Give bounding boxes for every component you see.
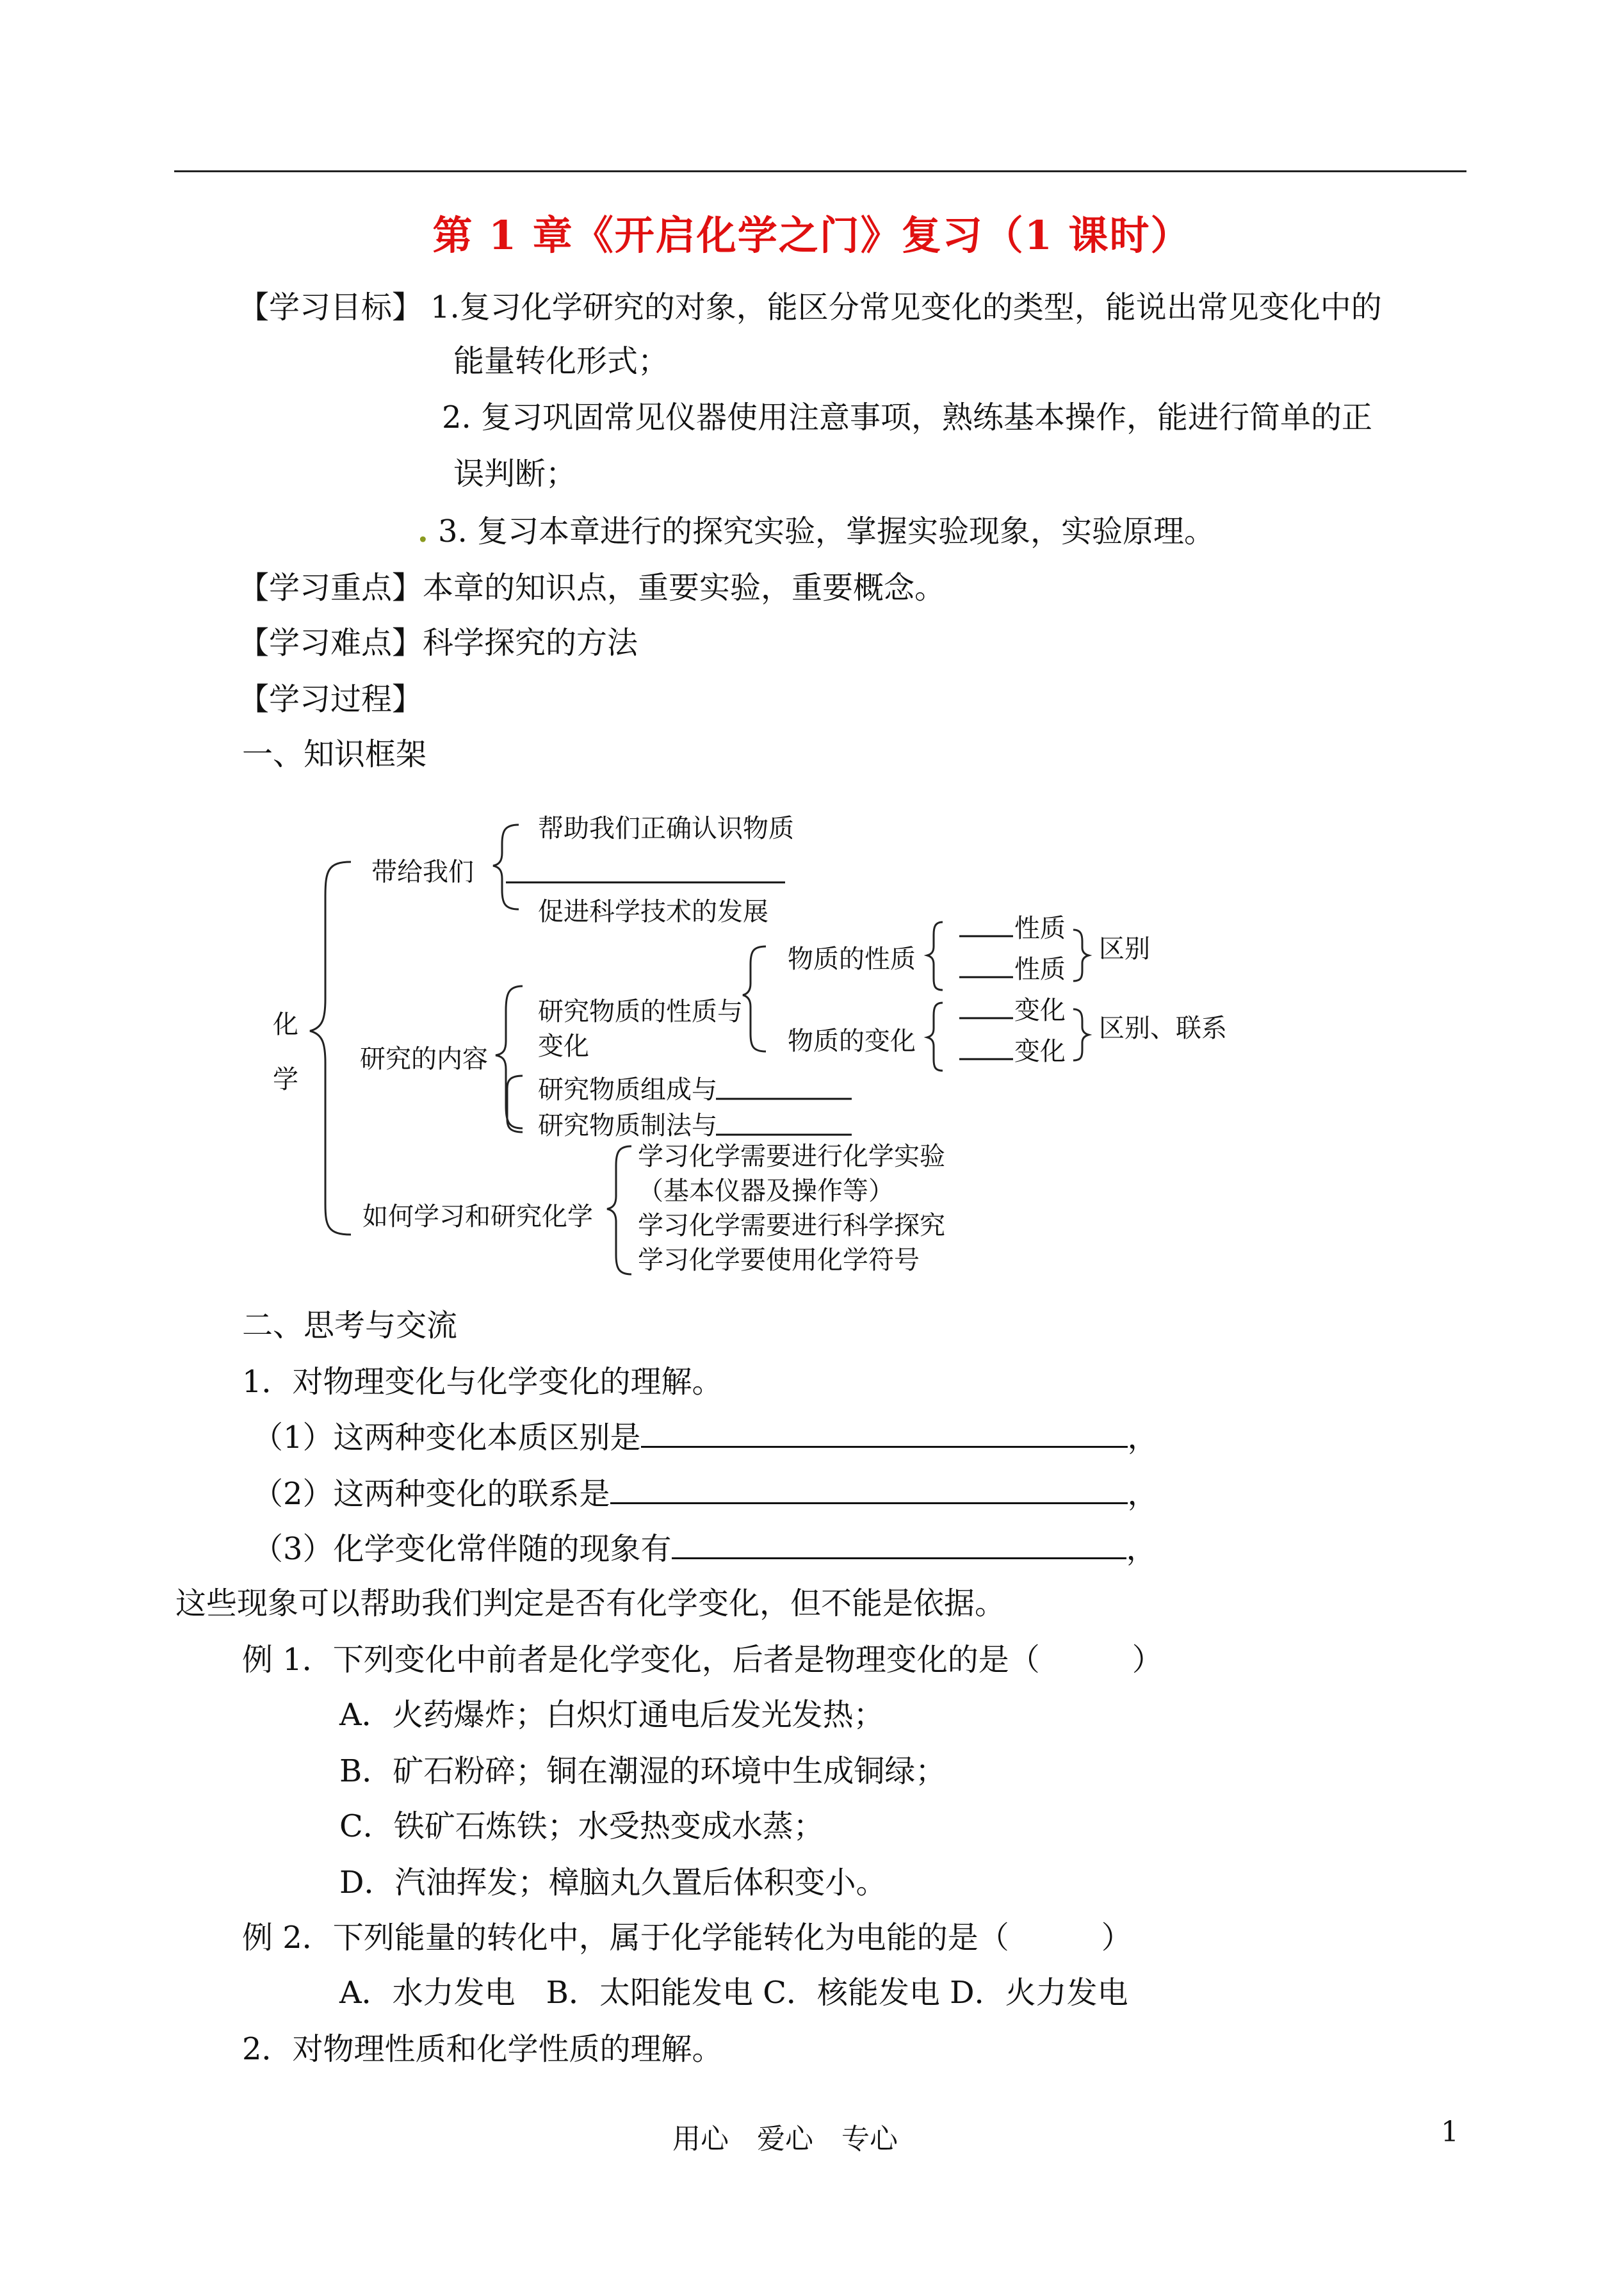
question-1-1-text: （1）这两种变化本质区别是 <box>252 1420 641 1456</box>
diagram-learn-item4: 学习化学要使用化学符号 <box>638 1245 920 1275</box>
diagram-branch-bring: 带给我们 <box>371 857 474 887</box>
example-1-option-c: C．铁矿石炼铁；水受热变成水蒸； <box>339 1808 824 1844</box>
question-1-1 <box>252 1418 1158 1457</box>
diagram-change-1: 变化 <box>1014 996 1066 1025</box>
example-1-option-a: A．火药爆炸；白炽灯通电后发光发热； <box>339 1697 884 1733</box>
question-1-2-comma: ， <box>1127 1476 1158 1512</box>
question-1-3-comma: ， <box>1126 1531 1157 1567</box>
diagram-research-item1-line2: 变化 <box>538 1032 589 1061</box>
question-1-note: 这些现象可以帮助我们判定是否有化学变化，但不能是依据。 <box>175 1585 1006 1621</box>
objective-2-line1: 2. 复习巩固常见仪器使用注意事项，熟练基本操作，能进行简单的正 <box>442 400 1373 435</box>
diagram-research-item3: 研究物质制法与 <box>538 1111 717 1140</box>
diagram-root-char1: 化 <box>273 1010 298 1039</box>
diagram-distinguish: 区别 <box>1099 934 1150 964</box>
process-label: 【学习过程】 <box>238 681 423 717</box>
diagram-change-2: 变化 <box>1014 1037 1066 1066</box>
diagram-learn-item3: 学习化学需要进行科学探究 <box>638 1211 945 1240</box>
difficulties: 【学习难点】科学探究的方法 <box>238 625 638 661</box>
example-1-option-b: B．矿石粉碎；铜在潮湿的环境中生成铜绿； <box>339 1753 946 1789</box>
example-2-options: A．水力发电 B．太阳能发电 C．核能发电 D．火力发电 <box>339 1975 1128 2011</box>
question-2: 2．对物理性质和化学性质的理解。 <box>242 2031 723 2067</box>
key-points: 【学习重点】本章的知识点，重要实验，重要概念。 <box>238 570 946 606</box>
footer-motto: 用心 爱心 专心 <box>672 2123 898 2155</box>
page-number: 1 <box>1441 2116 1459 2148</box>
diagram-research-item2: 研究物质组成与 <box>538 1075 717 1105</box>
page-title: 第 1 章《开启化学之门》复习（1 课时） <box>432 212 1192 259</box>
diagram-branch-research: 研究的内容 <box>360 1044 488 1074</box>
question-1-1-comma: ， <box>1127 1420 1158 1456</box>
question-1-3 <box>252 1529 1157 1568</box>
objective-3-text: 3. 复习本章进行的探究实验，掌握实验现象，实验原理。 <box>428 514 1215 549</box>
objective-2-line2: 误判断； <box>453 456 577 492</box>
answer-blank[interactable] <box>610 1474 1128 1504</box>
diagram-distinguish-relate: 区别、联系 <box>1099 1014 1227 1043</box>
question-1-3-text: （3）化学变化常伴随的现象有 <box>252 1531 672 1567</box>
objectives-label: 【学习目标】 <box>238 289 423 325</box>
question-1: 1．对物理变化与化学变化的理解。 <box>242 1364 723 1400</box>
diagram-bring-item3: 促进科学技术的发展 <box>538 897 768 927</box>
answer-blank[interactable] <box>641 1418 1128 1448</box>
diagram-property-1: 性质 <box>1014 914 1066 943</box>
example-2: 例 2．下列能量的转化中，属于化学能转化为电能的是（ ） <box>242 1920 1132 1956</box>
objective-1-line1: 1.复习化学研究的对象，能区分常见变化的类型，能说出常见变化中的 <box>430 289 1382 325</box>
section-1-title: 一、知识框架 <box>242 736 427 772</box>
section-2-title: 二、思考与交流 <box>242 1308 458 1343</box>
example-1-option-d: D．汽油挥发；樟脑丸久置后体积变小。 <box>339 1865 887 1901</box>
diagram-changes: 物质的变化 <box>788 1026 916 1056</box>
diagram-root-char2: 学 <box>273 1065 298 1094</box>
diagram-bring-item1: 帮助我们正确认识物质 <box>538 814 794 843</box>
objective-1-line2: 能量转化形式； <box>453 343 669 379</box>
example-1: 例 1．下列变化中前者是化学变化，后者是物理变化的是（ ） <box>242 1642 1163 1678</box>
answer-blank[interactable] <box>672 1529 1126 1559</box>
diagram-learn-item2: （基本仪器及操作等） <box>638 1176 894 1206</box>
diagram-properties: 物质的性质 <box>788 945 916 974</box>
diagram-research-item1-line1: 研究物质的性质与 <box>538 997 743 1026</box>
question-1-2 <box>252 1474 1158 1513</box>
question-1-2-text: （2）这两种变化的联系是 <box>252 1476 610 1512</box>
diagram-property-2: 性质 <box>1014 955 1066 984</box>
stray-dot-mark: . <box>418 514 428 549</box>
diagram-branch-learn: 如何学习和研究化学 <box>362 1202 593 1231</box>
diagram-learn-item1: 学习化学需要进行化学实验 <box>638 1142 945 1171</box>
